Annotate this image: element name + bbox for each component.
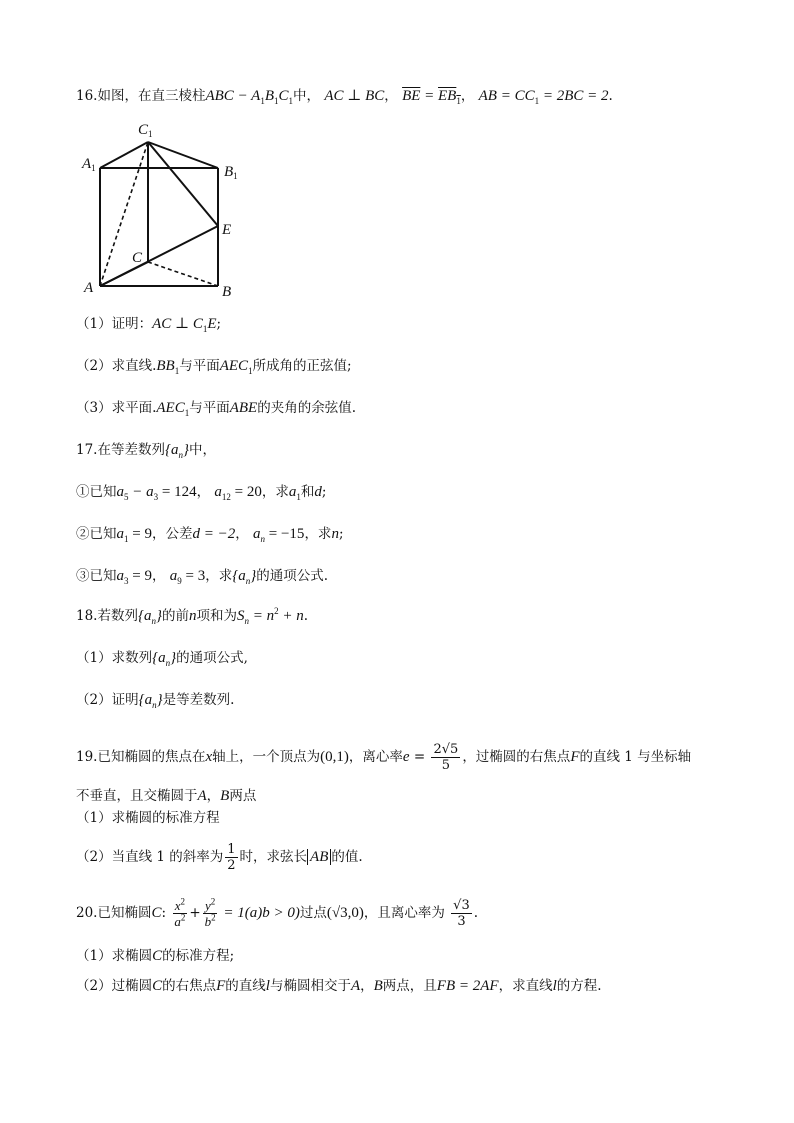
label-a: A — [84, 280, 94, 296]
q16-stem: 16.如图，在直三棱柱ABC − $A_1B_1C_1$中， AC ⊥ BC， $\overline{BE} = EB_1$， AB = $CC_1 = 2BC = 2$. — [76, 88, 613, 106]
q16-part1: （1）证明：AC ⊥ $C_1E$; — [76, 316, 222, 334]
label-e: E — [222, 222, 232, 238]
prism-figure — [76, 116, 246, 301]
label-b1: $B_1$ — [224, 164, 238, 181]
edge-c-b-dashed — [148, 262, 218, 286]
q17-item2: ②已知$a_1 = 9$，公差d = −2， $a_n = -15$，求n; — [76, 526, 344, 544]
eccentricity-fraction: $\frac{2√5}{5}$ — [433, 742, 459, 773]
q16-part3: （3）求平面$.AEC_1$与平面ABE的夹角的余弦值. — [76, 400, 357, 418]
label-c1: $C_1$ — [138, 122, 153, 139]
q17-item3: ③已知$a_3 = 9$， $a_9 = 3$，求$\{a_n\}$的通项公式. — [76, 568, 329, 586]
q19-part1: （1）求椭圆的标准方程 — [76, 810, 220, 826]
q18-part2: （2）证明$\{a_n\}$是等差数列. — [76, 692, 235, 710]
label-b: B — [222, 284, 232, 300]
q19-line2: 不垂直，且交椭圆于A，B两点 — [76, 788, 257, 804]
label-a1: $A_1$ — [82, 156, 96, 173]
q19-stem: 19.已知椭圆的焦点在x轴上，一个顶点为(0,1)，离心率e = $\frac{2√5}{5}$ ，过椭圆的右焦点F的直线 1 与坐标轴 — [76, 742, 692, 773]
q19-part2: （2）当直线 1 的斜率为 $\frac{1}{2}$ 时，求弦长 AB 的值. — [76, 842, 363, 873]
q17-stem: 17.在等差数列$\{a_n\}$中， — [76, 442, 216, 460]
q20-stem: 20.已知椭圆C: $\frac{x^2}{a^2}$ + $\frac{y^2}{b^2}$ = 1(a)b > 0)过点(√3,0)，且离心率为 $\frac{√3}{3}$ . — [76, 896, 479, 929]
q20-part2: （2）过椭圆C的右焦点F的直线l与椭圆相交于A，B两点，且FB = 2AF，求直线l的方程. — [76, 978, 602, 994]
label-c: C — [132, 250, 143, 266]
q20-part1: （1）求椭圆C的标准方程; — [76, 948, 235, 964]
q17-item1: ①已知$a_5 - a_3 = 124$， $a_{12} = 20$，求$a_1$和d; — [76, 484, 327, 502]
slope-fraction: $\frac{1}{2}$ — [227, 842, 236, 873]
q18-stem: 18.若数列$\{a_n\}$的前n项和为$S_n = n^2 + n$. — [76, 606, 309, 626]
q18-part1: （1）求数列$\{a_n\}$的通项公式, — [76, 650, 248, 668]
q16-part2: （2）求直线$.BB_1$与平面$AEC_1$所成角的正弦值; — [76, 358, 352, 376]
edge-a-e — [100, 226, 218, 286]
